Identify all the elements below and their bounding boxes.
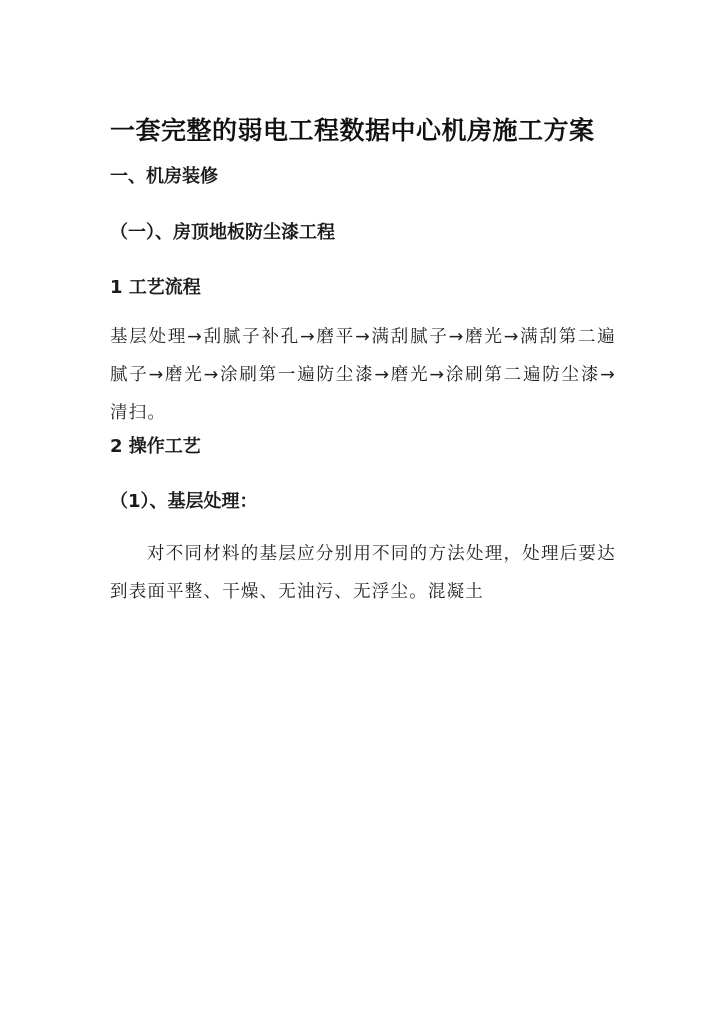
heading-process-flow: 1 工艺流程 bbox=[110, 277, 201, 298]
document-title: 一套完整的弱电工程数据中心机房施工方案 bbox=[110, 116, 595, 145]
document-page bbox=[110, 112, 616, 611]
heading-base-treatment: （1）、基层处理： bbox=[110, 491, 258, 512]
process-flow-paragraph: 基层处理→刮腻子补孔→磨平→满刮腻子→磨光→满刮第二遍腻子→磨光→涂刷第一遍防尘漆→磨光→涂刷第二遍防尘漆→清扫。 bbox=[110, 327, 616, 423]
base-treatment-paragraph: 对不同材料的基层应分别用不同的方法处理，处理后要达到表面平整、干燥、无油污、无浮尘。混凝土 bbox=[110, 544, 616, 602]
heading-operation-process: 2 操作工艺 bbox=[110, 436, 201, 457]
subsection-heading-dustproof-paint: （一）、房顶地板防尘漆工程 bbox=[110, 222, 335, 243]
section-heading-renovation: 一、机房装修 bbox=[110, 166, 218, 187]
